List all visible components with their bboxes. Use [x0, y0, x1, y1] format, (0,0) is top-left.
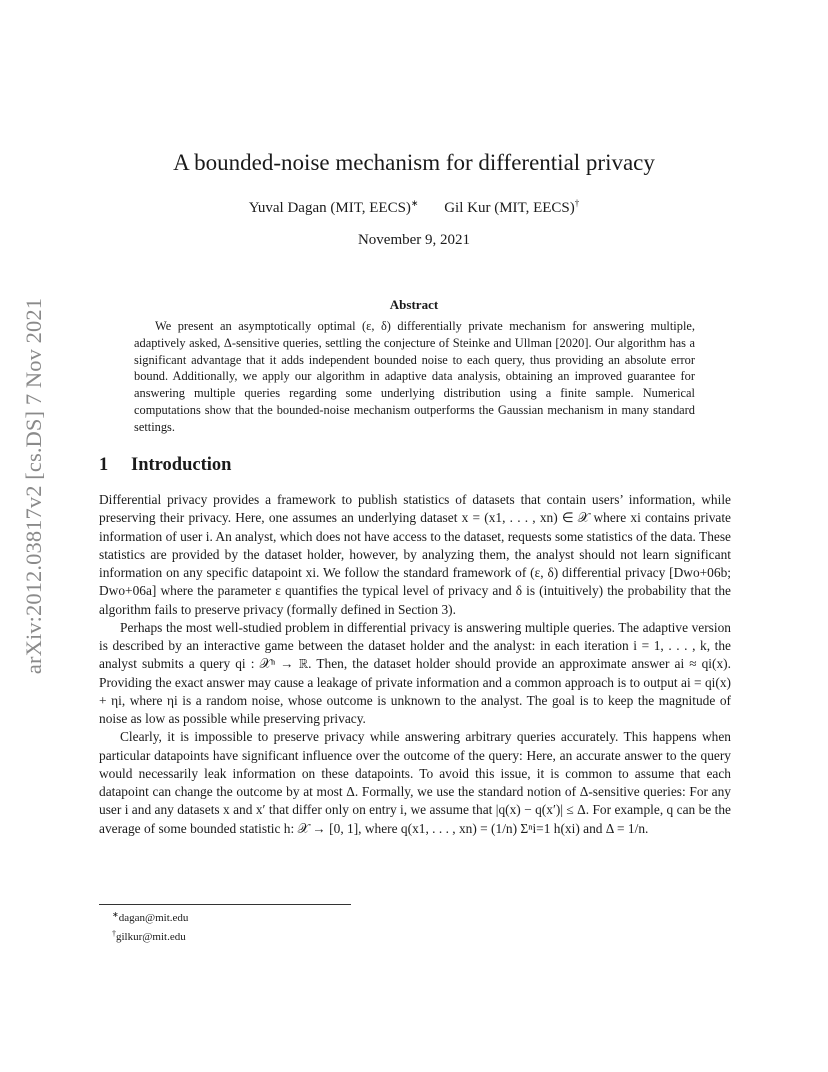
introduction-body: [99, 491, 731, 838]
section-title: Introduction: [131, 455, 232, 475]
author-1: [249, 198, 419, 217]
arxiv-identifier-stamp: [12, 292, 56, 680]
arxiv-identifier-text: arXiv:2012.03817v2 [cs.DS] 7 Nov 2021: [21, 297, 47, 675]
author-list: [0, 198, 828, 217]
footnote-1: [112, 907, 188, 926]
paper-date: November 9, 2021: [357, 232, 471, 248]
author-1-name: Yuval Dagan (MIT, EECS): [248, 200, 411, 216]
intro-paragraph-2: Perhaps the most well-studied problem in differential privacy is answering multiple queries. The adaptive version is described by an interactive game between the dataset holder and the analyst: in each iteration i = 1, . . . , k, the analyst submits a query qi : 𝒳ⁿ → ℝ. Then, the dataset holder should provide an approximate answer ai ≈ qi(x). Providing the exact answer may cause a leakage of private information and a common approach is to output ai = qi(x) + ηi, where ηi is a random noise, whose outcome is unknown to the analyst. The goal is to keep the magnitude of noise as low as possible while preserving privacy.: [99, 619, 731, 726]
author-2-name: Gil Kur (MIT, EECS): [444, 200, 575, 216]
paper-title: A bounded-noise mechanism for differential privacy: [173, 150, 655, 175]
footnote-2: [112, 926, 188, 945]
footnote-rule: [99, 904, 351, 905]
footnote-2-email[interactable]: gilkur@mit.edu: [116, 931, 186, 943]
abstract-heading: Abstract: [389, 297, 439, 312]
footnote-1-email[interactable]: dagan@mit.edu: [118, 912, 189, 924]
footnote-1-mark: ∗: [112, 910, 119, 919]
intro-paragraph-3: Clearly, it is impossible to preserve privacy while answering arbitrary queries accurately. This happens when particular datapoints have significant influence over the outcome of the query: Here, an accurate answer to the query would necessarily leak information on these datapoints. To avoid this issue, it is common to assume that each datapoint can change the outcome by at most Δ. Formally, we use the standard notion of Δ-sensitive queries: For any user i and any datasets x and x′ that differ only on entry i, we assume that |q(x) − q(x′)| ≤ Δ. For example, q can be the average of some bounded statistic h: 𝒳 → [0, 1], where q(x1, . . . , xn) = (1/n) Σⁿi=1 h(xi) and Δ = 1/n.: [99, 729, 731, 836]
section-heading: [99, 455, 231, 476]
footnotes: [112, 907, 188, 945]
section-number: 1: [99, 455, 109, 475]
intro-paragraph-1: Differential privacy provides a framework to publish statistics of datasets that contain users’ information, while preserving their privacy. Here, one assumes an underlying dataset x = (x1, . . . , xn) ∈ 𝒳 where xi contains private information of user i. An analyst, which does not have access to the dataset, requests some statistics of the data. These statistics are provided by the dataset holder, however, by analyzing them, the analyst should not learn significant information on any specific datapoint xi. We follow the standard framework of (ε, δ) differential privacy [Dwo+06b; Dwo+06a] where the parameter ε quantifies the typical level of privacy and δ is (intuitively) the probability that the algorithm fails to preserve privacy (formally defined in Section 3).: [99, 492, 731, 617]
footnote-2-mark: †: [112, 929, 116, 938]
author-1-footnote-mark: ∗: [410, 198, 419, 208]
abstract-body: We present an asymptotically optimal (ε, δ) differentially private mechanism for answering multiple, adaptively asked, Δ-sensitive queries, settling the conjecture of Steinke and Ullman [2020]. Our algorithm has a significant advantage that it adds independent bounded noise to each query, thus providing an absolute error bound. Additionally, we apply our algorithm in adaptive data analysis, obtaining an improved guarantee for answering multiple queries regarding some underlying distribution using a finite sample. Numerical computations show that the bounded-noise mechanism outperforms the Gaussian mechanism in many standard settings.: [134, 319, 695, 434]
author-2: [444, 198, 579, 217]
author-2-footnote-mark: †: [574, 198, 580, 208]
